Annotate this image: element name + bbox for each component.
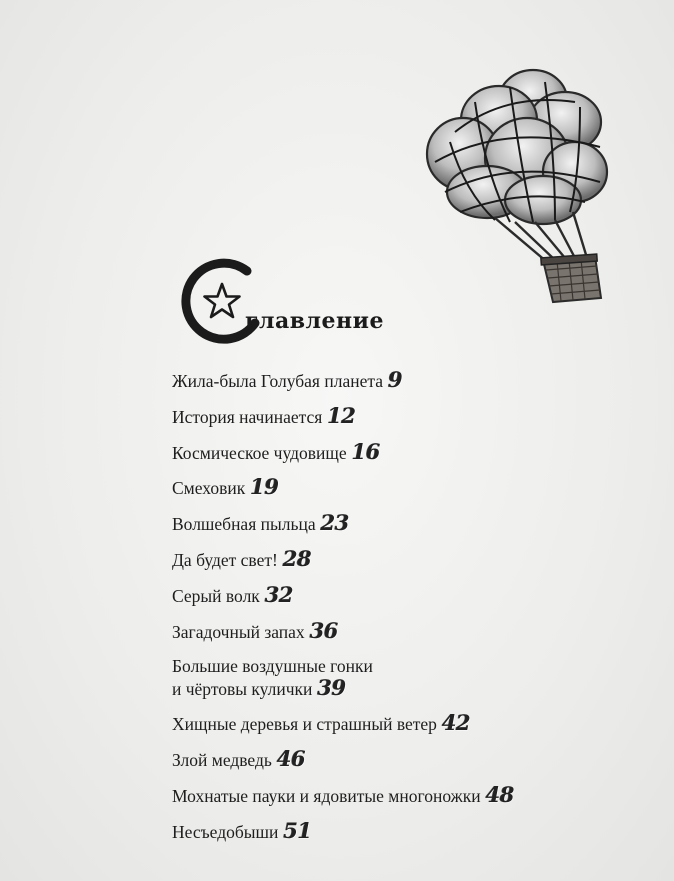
- toc-entry-title: Да будет свет!: [172, 549, 278, 570]
- toc-entry-title-line1: Большие воздушные гонки: [172, 656, 373, 677]
- toc-entry-title-line2: и чёртовы кулички: [172, 679, 313, 700]
- toc-entry-title: Хищные деревья и страшный ветер: [172, 714, 437, 735]
- toc-entry[interactable]: [172, 706, 652, 742]
- toc-entry-page: 51: [283, 817, 312, 843]
- toc-title: главление: [245, 308, 384, 334]
- toc-entry-page: 32: [264, 581, 294, 607]
- toc-entry[interactable]: [172, 435, 652, 471]
- toc-entry-page: 28: [282, 545, 312, 571]
- toc-entry[interactable]: [172, 614, 652, 650]
- toc-entry-page: 16: [351, 438, 380, 464]
- toc-heading: [175, 255, 435, 355]
- star-circle-icon: [175, 255, 270, 350]
- hot-air-balloon-icon: [415, 62, 615, 307]
- toc-entry-title: Волшебная пыльца: [172, 514, 316, 535]
- toc-entry-page: 23: [320, 510, 349, 536]
- toc-entry-title: Космическое чудовище: [172, 442, 347, 463]
- toc-list: [172, 363, 652, 850]
- toc-entry-page: 39: [317, 675, 346, 701]
- toc-entry-title: Смеховик: [172, 478, 246, 499]
- toc-entry-title: Мохнатые пауки и ядовитые многоножки: [172, 785, 481, 806]
- toc-entry-title: Жила-была Голубая планета: [172, 371, 383, 391]
- toc-entry[interactable]: [172, 649, 652, 706]
- toc-entry-page: 19: [250, 474, 279, 500]
- toc-entry-page: 46: [276, 746, 306, 772]
- toc-entry-page: 48: [485, 781, 514, 807]
- toc-entry-page: 9: [387, 367, 403, 392]
- toc-entry[interactable]: [172, 506, 652, 542]
- toc-entry-page: 12: [327, 402, 356, 428]
- toc-entry-title: Загадочный запах: [172, 621, 305, 642]
- toc-entry-title: Злой медведь: [172, 750, 272, 771]
- toc-entry-page: 36: [309, 617, 338, 643]
- toc-entry[interactable]: [172, 578, 652, 614]
- toc-entry[interactable]: [172, 542, 652, 578]
- toc-entry[interactable]: [172, 742, 652, 778]
- toc-entry-title: Несъедобыши: [172, 821, 279, 842]
- toc-entry-page: 42: [441, 710, 471, 736]
- toc-entry[interactable]: [172, 363, 652, 399]
- toc-entry[interactable]: [172, 399, 652, 435]
- toc-entry[interactable]: [172, 814, 652, 850]
- toc-entry[interactable]: [172, 778, 652, 814]
- toc-entry-title: Серый волк: [172, 585, 260, 606]
- toc-entry[interactable]: [172, 470, 652, 506]
- toc-entry-title: История начинается: [172, 406, 323, 427]
